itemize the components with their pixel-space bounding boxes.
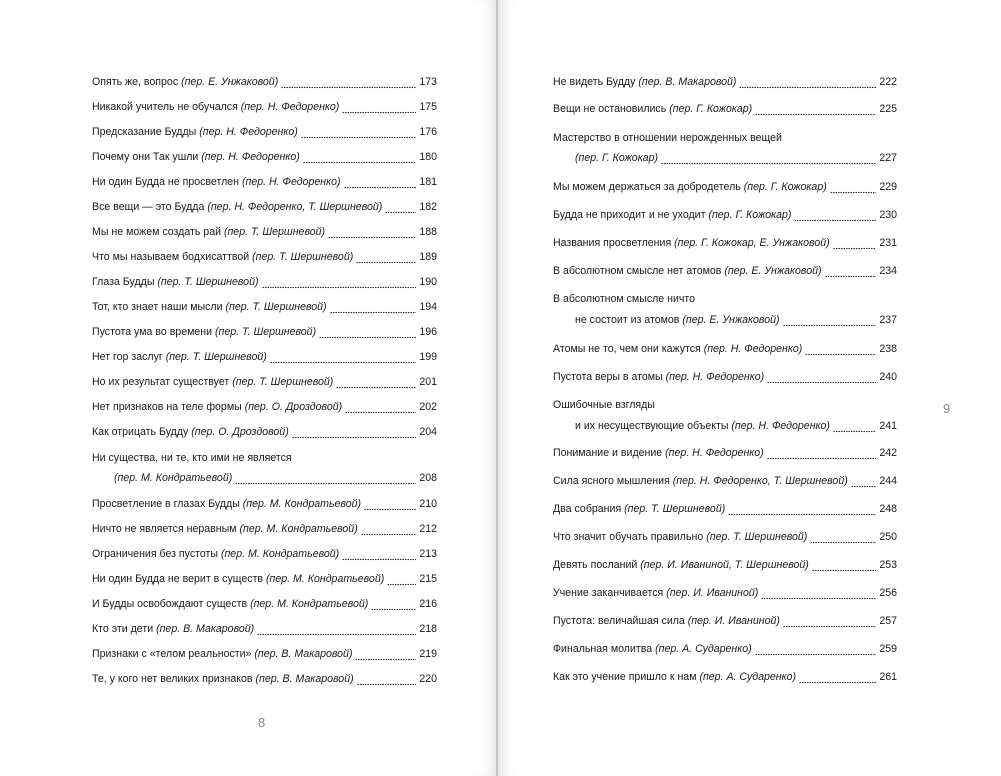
toc-title: Что значит обучать правильно — [553, 531, 704, 543]
toc-translator: (пер. И. Иваниной) — [687, 615, 780, 627]
dot-leader — [336, 386, 416, 389]
dot-leader — [387, 583, 416, 586]
toc-translator: (пер. О. Дроздовой) — [191, 426, 289, 438]
toc-page-number: 215 — [419, 573, 437, 585]
toc-translator: (пер. А. Сударенко) — [655, 643, 752, 655]
toc-title: Предсказание Будды — [92, 126, 197, 138]
toc-translator: (пер. Т. Шершневой) — [157, 276, 259, 288]
toc-page-number: 194 — [419, 301, 437, 313]
dot-leader — [385, 211, 416, 214]
toc-page-number: 190 — [419, 276, 437, 288]
toc-translator: (пер. И. Иваниной) — [666, 587, 759, 599]
dot-leader — [799, 681, 876, 684]
dot-leader — [357, 683, 417, 686]
toc-title: Ни один Будда не просветлен — [92, 176, 240, 188]
dot-leader — [356, 261, 416, 264]
toc-title: Как это учение пришло к нам — [553, 671, 697, 683]
toc-title: Названия просветления — [553, 237, 672, 249]
dot-leader — [833, 247, 877, 250]
toc-page-number: 208 — [419, 472, 437, 484]
toc-title: Будда не приходит и не уходит — [553, 209, 706, 221]
toc-title: Финальная молитва — [553, 643, 653, 655]
toc-translator: (пер. Н. Федоренко) — [241, 176, 341, 188]
toc-title: И Будды освобождают существ — [92, 598, 248, 610]
toc-page-number: 216 — [419, 598, 437, 610]
toc-page-number: 231 — [879, 237, 897, 249]
toc-title: Мы можем держаться за добродетель — [553, 181, 741, 193]
toc-translator: (пер. В. Макаровой) — [156, 623, 255, 635]
toc-title: Нет признаков на теле формы — [92, 401, 242, 413]
toc-page-number: 227 — [879, 152, 897, 164]
toc-translator: (пер. М. Кондратьевой) — [250, 598, 369, 610]
toc-page-number: 188 — [419, 226, 437, 238]
toc-translator: (пер. Т. Шершневой) — [232, 376, 334, 388]
toc-page-number: 220 — [419, 673, 437, 685]
dot-leader — [281, 86, 416, 89]
toc-translator: (пер. М. Кондратьевой) — [114, 472, 233, 484]
dot-leader — [361, 533, 417, 536]
toc-title: Мастерство в отношении нерожденных вещей — [553, 132, 782, 144]
page-number: 8 — [258, 715, 266, 730]
toc-title: Никакой учитель не обучался — [92, 101, 238, 113]
toc-page-number: 238 — [879, 343, 897, 355]
toc-translator: (пер. М. Кондратьевой) — [242, 498, 362, 510]
toc-page-number: 234 — [879, 265, 897, 277]
dot-leader — [344, 186, 417, 189]
toc-title: Просветление в глазах Будды — [92, 498, 240, 510]
toc-page-number: 230 — [879, 209, 897, 221]
toc-translator: (пер. Т. Шершневой) — [252, 251, 354, 263]
toc-translator: (пер. Е. Унжаковой) — [724, 265, 822, 277]
toc-page-number: 248 — [879, 503, 897, 515]
dot-leader — [292, 436, 417, 439]
toc-page-number: 241 — [879, 420, 897, 432]
toc-title-cont: не состоит из атомов — [575, 314, 680, 326]
toc-title: Те, у кого нет великих признаков — [92, 673, 253, 685]
dot-leader — [345, 411, 416, 414]
toc-page-number: 182 — [419, 201, 437, 213]
toc-title: Учение заканчивается — [553, 587, 664, 599]
toc-title: Ничто не является неравным — [92, 523, 237, 535]
dot-leader — [810, 541, 876, 544]
dot-leader — [262, 286, 417, 289]
toc-title: Пустота ума во времени — [92, 326, 213, 338]
toc-page-number: 261 — [879, 671, 897, 683]
toc-page-number: 242 — [879, 447, 897, 459]
dot-leader — [851, 485, 877, 488]
dot-leader — [755, 113, 876, 116]
toc-translator: (пер. Н. Федоренко) — [201, 151, 300, 163]
toc-page-number: 237 — [879, 314, 897, 326]
dot-leader — [257, 633, 416, 636]
toc-page-number: 173 — [419, 76, 437, 88]
dot-leader — [783, 625, 876, 628]
toc-page-number: 240 — [879, 371, 897, 383]
toc-page-number: 244 — [879, 475, 897, 487]
toc-page-number: 204 — [419, 426, 437, 438]
toc-title: Вещи не остановились — [553, 103, 667, 115]
toc-title: Сила ясного мышления — [553, 475, 670, 487]
toc-translator: (пер. Г. Кожокар, Е. Унжаковой) — [674, 237, 830, 249]
toc-title: Глаза Будды — [92, 276, 155, 288]
toc-page-number: 225 — [879, 103, 897, 115]
toc-page-number: 253 — [879, 559, 897, 571]
toc-translator: (пер. М. Кондратьевой) — [266, 573, 385, 585]
toc-page-number: 218 — [419, 623, 437, 635]
toc-entry — [553, 292, 897, 332]
toc-title: Мы не можем создать рай — [92, 226, 221, 238]
toc-page-number: 210 — [419, 498, 437, 510]
toc-translator: (пер. Н. Федоренко) — [731, 420, 830, 432]
toc-translator: (пер. Т. Шершневой) — [706, 531, 808, 543]
toc-title: Понимание и видение — [553, 447, 663, 459]
toc-page-number: 202 — [419, 401, 437, 413]
dot-leader — [371, 608, 416, 611]
toc-title: Ни существа, ни те, кто ими не является — [92, 452, 292, 464]
toc-translator: (пер. В. Макаровой) — [255, 673, 354, 685]
dot-leader — [330, 311, 417, 314]
toc-page-number: 259 — [879, 643, 897, 655]
toc-translator: (пер. Н. Федоренко) — [199, 126, 298, 138]
dot-leader — [767, 381, 876, 384]
dot-leader — [783, 324, 877, 327]
toc-translator: (пер. Н. Федоренко, Т. Шершневой) — [207, 201, 383, 213]
toc-left — [0, 0, 498, 776]
left-page — [0, 0, 498, 776]
dot-leader — [270, 361, 417, 364]
dot-leader — [833, 430, 876, 433]
toc-translator: (пер. В. Макаровой) — [638, 76, 737, 88]
dot-leader — [661, 162, 876, 165]
toc-title: Нет гор заслуг — [92, 351, 163, 363]
dot-leader — [805, 353, 876, 356]
toc-entry — [553, 131, 897, 171]
toc-page-number: 175 — [419, 101, 437, 113]
toc-entry — [92, 451, 437, 491]
right-page — [498, 0, 1001, 776]
dot-leader — [364, 508, 416, 511]
toc-title: Почему они Так ушли — [92, 151, 199, 163]
toc-title: Но их результат существует — [92, 376, 230, 388]
toc-translator: (пер. Т. Шершневой) — [215, 326, 317, 338]
dot-leader — [301, 136, 417, 139]
dot-leader — [755, 653, 877, 656]
toc-title: Два собрания — [553, 503, 622, 515]
toc-translator: (пер. Г. Кожокар) — [743, 181, 827, 193]
toc-translator: (пер. И. Иваниной, Т. Шершневой) — [640, 559, 809, 571]
toc-translator: (пер. Т. Шершневой) — [225, 301, 327, 313]
toc-translator: (пер. Н. Федоренко, Т. Шершневой) — [672, 475, 848, 487]
toc-translator: (пер. Е. Унжаковой) — [181, 76, 279, 88]
toc-page-number: 257 — [879, 615, 897, 627]
toc-page-number: 229 — [879, 181, 897, 193]
dot-leader — [235, 482, 416, 485]
toc-translator: (пер. Т. Шершневой) — [624, 503, 726, 515]
toc-title: Ни один Будда не верит в существ — [92, 573, 264, 585]
toc-title: Что мы называем бодхисаттвой — [92, 251, 250, 263]
toc-page-number: 201 — [419, 376, 437, 388]
toc-title: Опять же, вопрос — [92, 76, 179, 88]
toc-entry — [553, 398, 897, 438]
dot-leader — [767, 457, 877, 460]
toc-translator: (пер. Г. Кожокар) — [708, 209, 792, 221]
dot-leader — [794, 219, 876, 222]
page-number: 9 — [943, 401, 951, 416]
toc-translator: (пер. Е. Унжаковой) — [682, 314, 780, 326]
toc-translator: (пер. Н. Федоренко) — [240, 101, 340, 113]
dot-leader — [342, 558, 416, 561]
toc-title: Пустота веры в атомы — [553, 371, 663, 383]
toc-title: Не видеть Будду — [553, 76, 636, 88]
toc-page-number: 219 — [419, 648, 437, 660]
toc-title: Пустота: величайшая сила — [553, 615, 685, 627]
toc-translator: (пер. Т. Шершневой) — [165, 351, 267, 363]
dot-leader — [319, 336, 416, 339]
toc-page-number: 180 — [419, 151, 437, 163]
dot-leader — [328, 236, 416, 239]
toc-translator: (пер. М. Кондратьевой) — [220, 548, 340, 560]
toc-title: Девять посланий — [553, 559, 638, 571]
toc-translator: (пер. М. Кондратьевой) — [239, 523, 358, 535]
toc-title: Как отрицать Будду — [92, 426, 189, 438]
toc-page-number: 212 — [419, 523, 437, 535]
toc-title: Кто эти дети — [92, 623, 154, 635]
dot-leader — [812, 569, 876, 572]
toc-page-number: 196 — [419, 326, 437, 338]
toc-page-number: 213 — [419, 548, 437, 560]
toc-translator: (пер. Н. Федоренко) — [665, 447, 764, 459]
toc-title: Тот, кто знает наши мысли — [92, 301, 223, 313]
toc-translator: (пер. Т. Шершневой) — [223, 226, 326, 238]
toc-page-number: 189 — [419, 251, 437, 263]
toc-title: Все вещи — это Будда — [92, 201, 205, 213]
toc-title: Ограничения без пустоты — [92, 548, 218, 560]
dot-leader — [355, 658, 416, 661]
toc-title: Признаки с «телом реальности» — [92, 648, 252, 660]
dot-leader — [303, 161, 417, 164]
toc-page-number: 199 — [419, 351, 437, 363]
toc-translator: (пер. Н. Федоренко) — [665, 371, 765, 383]
toc-title: Атомы не то, чем они кажутся — [553, 343, 701, 355]
toc-translator: (пер. Г. Кожокар) — [669, 103, 753, 115]
toc-translator: (пер. Н. Федоренко) — [703, 343, 803, 355]
toc-page-number: 250 — [879, 531, 897, 543]
dot-leader — [761, 597, 876, 600]
toc-title: В абсолютном смысле ничто — [553, 293, 696, 305]
toc-title: В абсолютном смысле нет атомов — [553, 265, 722, 277]
toc-page-number: 222 — [879, 76, 897, 88]
toc-translator: (пер. Г. Кожокар) — [575, 152, 659, 164]
dot-leader — [830, 191, 877, 194]
toc-title-cont: и их несуществующие объекты — [575, 420, 729, 432]
toc-right — [498, 0, 1001, 776]
toc-title: Ошибочные взгляды — [553, 399, 655, 411]
dot-leader — [728, 513, 876, 516]
toc-page-number: 176 — [419, 126, 437, 138]
toc-page-number: 181 — [419, 176, 437, 188]
dot-leader — [342, 111, 416, 114]
toc-translator: (пер. А. Сударенко) — [699, 671, 797, 683]
dot-leader — [739, 86, 876, 89]
toc-translator: (пер. О. Дроздовой) — [244, 401, 343, 413]
toc-translator: (пер. В. Макаровой) — [254, 648, 353, 660]
dot-leader — [825, 275, 877, 278]
toc-page-number: 256 — [879, 587, 897, 599]
